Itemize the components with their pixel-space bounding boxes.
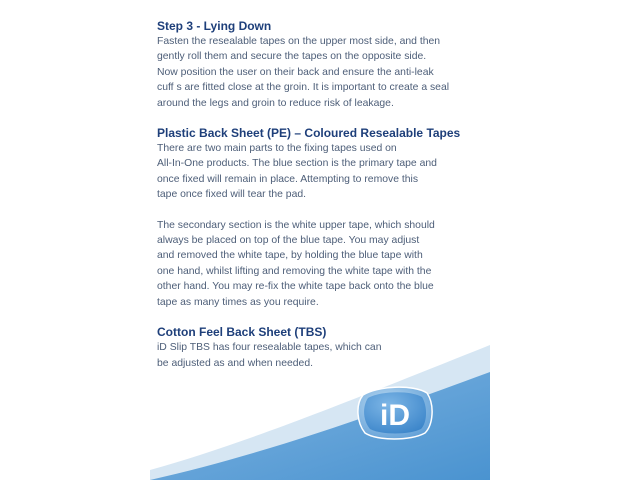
- text-line: All-In-One products. The blue section is the primary tape and: [157, 158, 437, 170]
- text-line: once fixed will remain in place. Attempting to remove this: [157, 173, 419, 185]
- section-cotton-feel-back-sheet: [157, 324, 487, 371]
- text-line: always be placed on top of the blue tape. You may adjust: [157, 235, 420, 247]
- text-line: and removed the white tape, by holding the blue tape with: [157, 250, 423, 262]
- text-line: gently roll them and secure the tapes on the opposite side.: [157, 51, 427, 63]
- text-line: one hand, whilst lifting and removing the white tape with the: [157, 265, 432, 277]
- text-line: be adjusted as and when needed.: [157, 357, 313, 369]
- text-line: other hand. You may re-fix the white tape back onto the blue: [157, 281, 434, 293]
- text-line: Fasten the resealable tapes on the upper most side, and then: [157, 36, 441, 47]
- text-line: tape as many times as you require.: [157, 296, 319, 308]
- paragraph: [157, 218, 487, 310]
- text-line: The secondary section is the white upper tape, which should: [157, 219, 435, 231]
- section-step-3: [157, 18, 487, 111]
- paragraph: [157, 340, 487, 371]
- paragraph: [157, 34, 487, 111]
- text-line: There are two main parts to the fixing tapes used on: [157, 143, 397, 155]
- document-content: [157, 18, 487, 371]
- document-page: [150, 0, 490, 480]
- section-plastic-back-sheet: [157, 125, 487, 310]
- section-heading: Plastic Back Sheet (PE) – Coloured Resealable Tapes: [157, 126, 461, 141]
- section-heading: Step 3 - Lying Down: [157, 19, 272, 33]
- text-line: iD Slip TBS has four resealable tapes, which can: [157, 342, 382, 354]
- id-brand-logo: [355, 385, 435, 441]
- text-line: tape once fixed will tear the pad.: [157, 189, 307, 201]
- text-line: Now position the user on their back and ensure the anti-leak: [157, 66, 434, 78]
- logo-text: iD: [380, 399, 410, 432]
- text-line: cuff s are fitted close at the groin. It is important to create a seal: [157, 82, 450, 94]
- section-heading: Cotton Feel Back Sheet (TBS): [157, 325, 327, 340]
- paragraph: [157, 141, 487, 203]
- text-line: around the legs and groin to reduce risk of leakage.: [157, 97, 394, 109]
